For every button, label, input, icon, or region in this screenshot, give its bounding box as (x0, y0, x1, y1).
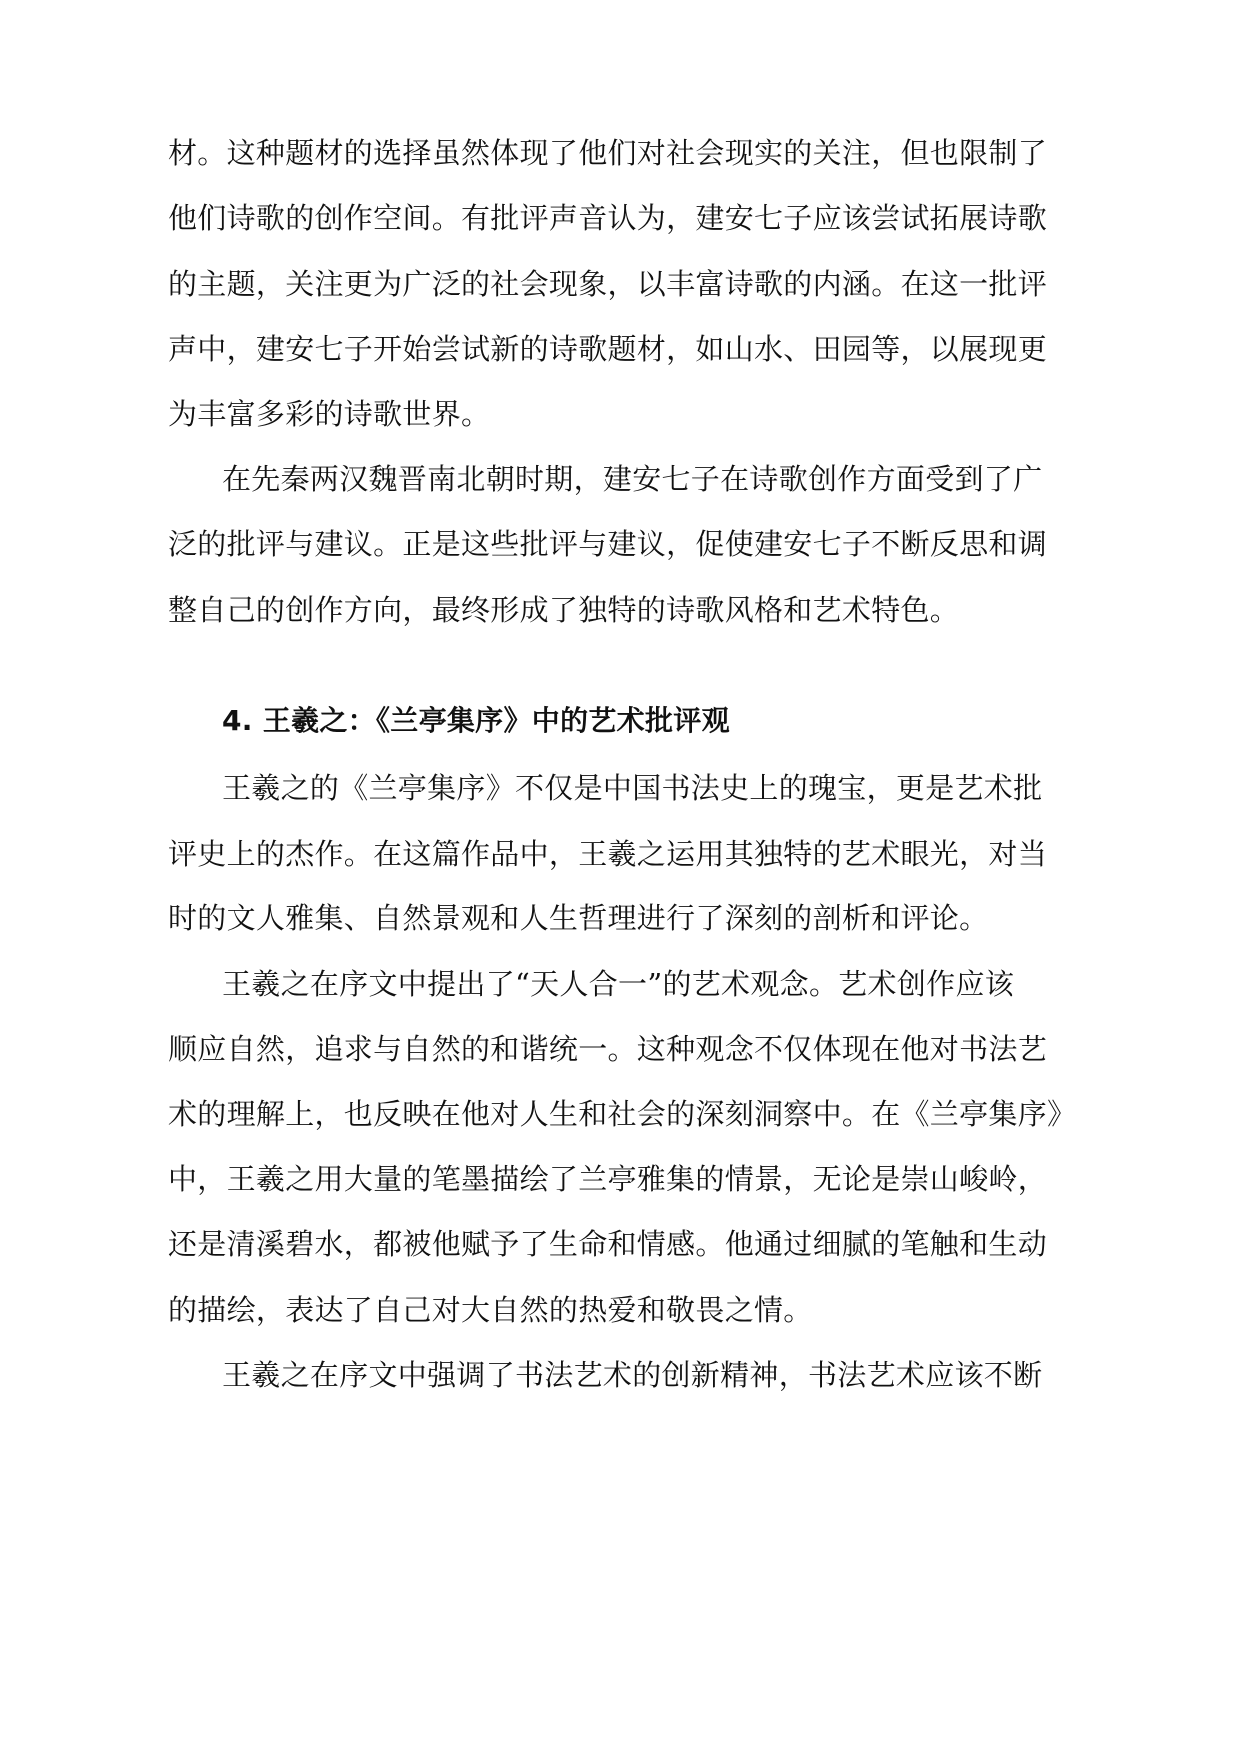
text-line: 整自己的创作方向，最终形成了独特的诗歌风格和艺术特色。 (168, 593, 960, 627)
text-line: 中，王羲之用大量的笔墨描绘了兰亭雅集的情景，无论是崇山峻岭， (168, 1162, 1048, 1196)
text-line: 的主题，关注更为广泛的社会现象，以丰富诗歌的内涵。在这一批评 (168, 267, 1048, 301)
section-heading: 4. 王羲之：《兰亭集序》中的艺术批评观 (222, 704, 730, 737)
text-line: 时的文人雅集、自然景观和人生哲理进行了深刻的剖析和评论。 (168, 901, 989, 935)
text-line: 的描绘，表达了自己对大自然的热爱和敬畏之情。 (168, 1293, 813, 1327)
text-line: 材。这种题材的选择虽然体现了他们对社会现实的关注，但也限制了 (168, 136, 1048, 170)
text-line: 王羲之在序文中强调了书法艺术的创新精神，书法艺术应该不断 (222, 1358, 1043, 1392)
text-line: 王羲之在序文中提出了“天人合一”的艺术观念。艺术创作应该 (222, 967, 1015, 1001)
text-line: 王羲之的《兰亭集序》不仅是中国书法史上的瑰宝，更是艺术批 (222, 771, 1043, 805)
text-line: 为丰富多彩的诗歌世界。 (168, 397, 491, 431)
text-line: 在先秦两汉魏晋南北朝时期，建安七子在诗歌创作方面受到了广 (222, 462, 1043, 496)
text-line: 他们诗歌的创作空间。有批评声音认为，建安七子应该尝试拓展诗歌 (168, 201, 1048, 235)
text-line: 顺应自然，追求与自然的和谐统一。这种观念不仅体现在他对书法艺 (168, 1032, 1048, 1066)
text-line: 泛的批评与建议。正是这些批评与建议，促使建安七子不断反思和调 (168, 527, 1048, 561)
text-line: 还是清溪碧水，都被他赋予了生命和情感。他通过细腻的笔触和生动 (168, 1227, 1048, 1261)
text-line: 评史上的杰作。在这篇作品中，王羲之运用其独特的艺术眼光，对当 (168, 837, 1048, 871)
text-line: 术的理解上，也反映在他对人生和社会的深刻洞察中。在《兰亭集序》 (168, 1097, 1077, 1131)
text-line: 声中，建安七子开始尝试新的诗歌题材，如山水、田园等，以展现更 (168, 332, 1048, 366)
